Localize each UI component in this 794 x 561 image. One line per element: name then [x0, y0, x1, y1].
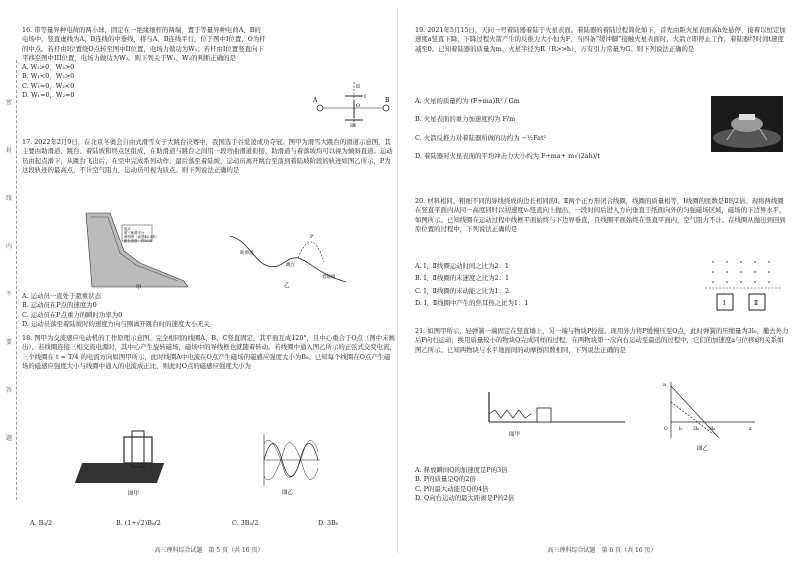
question-17-options — [22, 292, 396, 329]
option: B. 运动员在P点的速度为0 — [22, 301, 97, 310]
figure-caption: 图甲 — [128, 491, 140, 497]
question-19-options — [415, 97, 685, 161]
figure-caption: 乙 — [284, 283, 290, 289]
question-19 — [415, 26, 789, 54]
q21-figure-jia — [485, 386, 635, 440]
tick-label: 3l₀ — [709, 427, 716, 432]
binding-char: 要 — [5, 339, 12, 346]
legend-line: 跳台高度：约35米 — [124, 239, 153, 243]
legend-line: 裁判塔（高度46.9米） — [124, 235, 159, 239]
label: 助滑道 — [240, 251, 254, 256]
question-text: 20. 材料相同、粗细不同的导线绕成的边长相同的Ⅰ、Ⅱ两个正方形闭合线圈，线圈的质量相等，Ⅰ线圈的匝数是Ⅱ的2倍。现将两线圈在竖直平面内从同一高度同时以初速度v₀竖直向上抛出，一段时间后进入方向垂直于纸面向外的匀强磁场区域，磁场的下边界水平，如图所示。已知线圈在运动过程中线框平面始终与下边界垂直，且线圈平面始终在竖直平面内，空气阻力不计。在线圈从抛出到回到原位置的过程中，下列说法正确的是 — [415, 197, 786, 233]
legend-line: 第三助滑平台 — [124, 231, 145, 235]
binding-char: 答 — [5, 387, 12, 394]
q17-figure-yi — [228, 226, 348, 288]
q20-figure — [705, 256, 785, 316]
option: C. Ⅰ、Ⅱ线圈的末动能之比为1：2 — [415, 286, 510, 295]
page-footer: 高三理科综合试题 第 6 页（共 16 页） — [547, 546, 657, 554]
option: D. 3B₀ — [318, 519, 339, 527]
binding-char: 密 — [5, 99, 12, 106]
axis-label-a: a — [663, 382, 666, 388]
option: C. 运动员在P点重力的瞬时功率为0 — [22, 310, 123, 319]
label-a: A — [313, 97, 318, 104]
tick-label: l₀ — [679, 427, 683, 432]
option: B. Ⅰ、Ⅱ线圈的末速度之比为2：1 — [415, 274, 510, 283]
question-21 — [415, 327, 789, 355]
figure-caption: 图乙 — [697, 446, 709, 452]
label-o: O — [356, 103, 361, 109]
option: D. W₁=0，W₂=0 — [22, 91, 75, 100]
option: C. 3B₀/2 — [232, 519, 259, 527]
binding-char: 封 — [5, 147, 12, 154]
option: B. 火星表面的重力加速度约为 F/m — [415, 115, 516, 124]
option: D. Q向右运动的最大距离是P的2倍 — [415, 493, 515, 502]
question-17 — [22, 138, 396, 175]
binding-char: 内 — [5, 243, 12, 250]
label-ii: II — [356, 84, 360, 90]
figure-caption: 图乙 — [282, 490, 294, 496]
q17-figure-jia — [80, 205, 198, 291]
legend-line: 起点 — [124, 227, 131, 231]
coil-label: Ⅰ — [723, 300, 726, 307]
coil-label: Ⅱ — [754, 300, 759, 307]
option: C. P的最大动能是Q的4倍 — [415, 484, 489, 493]
figure-caption: 图甲 — [509, 432, 521, 438]
page-right — [415, 0, 789, 561]
label-iii: III — [350, 123, 356, 129]
option: B. P的质量是Q的2倍 — [415, 475, 476, 484]
q16-figure — [314, 78, 392, 128]
binding-char: 线 — [5, 195, 12, 202]
question-16 — [22, 26, 267, 100]
option: A. 释放瞬间Q的加速度是P的3倍 — [415, 466, 508, 474]
tick-label: 2l₀ — [693, 427, 700, 432]
option: B. (1+√2)B₀/2 — [116, 519, 161, 527]
option: C. W₁=0，W₂<0 — [22, 81, 75, 90]
option: A. 运动员一直处于超重状态 — [22, 292, 101, 300]
question-text: 19. 2021年5月15日，天问一号着陆器着陆于火星表面。着陆器的着陆过程简化如下，首先由距火星表面高h处悬停，接着以恒定加速度a竖直下降，下降过程火箭产生的反推力大小恒为F，当四条“缓冲脚”接触火星表面时，火箭立即停止工作，着陆器经时间t速度减至0。已知着陆器的质量为m，火星半径为R（R>>h），万有引力常量为G。则下列说法正确的是 — [415, 26, 786, 53]
figure-caption: 甲 — [136, 285, 142, 291]
page-left — [22, 0, 396, 561]
option: D. 运动员落至着陆坡时的速度方向与刚离开跳台时的速度大小无关 — [22, 319, 210, 328]
binding-margin — [2, 60, 17, 500]
option: C. 火箭反推力对着陆器所做的功约为 −½Fat² — [415, 133, 547, 142]
question-20 — [415, 197, 789, 234]
option: D. 着陆器对火星表面的平均冲击力大小约为 F+ma+ m√(2ah)/t — [415, 151, 600, 160]
option: D. Ⅰ、Ⅱ线圈中产生的焦耳热之比为1：1 — [415, 298, 529, 307]
q18-options — [22, 519, 396, 531]
page-footer: 高三理科综合试题 第 5 页（共 16 页） — [154, 546, 264, 554]
label: 跳台 — [286, 263, 295, 268]
question-20-options — [415, 262, 695, 308]
option: B. W₁<0，W₂>0 — [22, 72, 75, 81]
page-divider — [397, 8, 398, 553]
q18-figure-jia — [92, 425, 182, 497]
q18-figure-yi — [258, 430, 322, 496]
question-text: 17. 2022年2月9日，在北京冬奥会自由式滑雪女子大跳台决赛中，我国选手谷爱凌成功夺冠。图甲为滑雪大跳台的滑道示意图，其主要由助滑道、跳台、着陆坡和终点区组成，在助滑道与跳台之间用一段弯曲滑道衔接，助滑道与着落坡均可以视为倾斜直道。运动员由起点滑下，从跳台飞出后，在空中完成系列动作，最后落至着陆坡，运动员离开跳台至落到着陆坡阶段的轨迹如图乙所示，P为这段轨迹的最高点，不计空气阻力，运动员可视为质点。则下列说法正确的是 — [22, 138, 393, 174]
question-text: 21. 如图甲所示，轻弹簧一端固定在竖直墙上，另一端与物块P拴接。现用外力将P缓慢压至O点，此时弹簧的压缩量为3l₀，撤去外力后P向右运动；换用质量较小的物块Q完成同样的过程。在两物块第一次向右运动至最远的过程中，它们的加速度a与位移x的关系如图乙所示。已知两物块与水平地面间的动摩擦因数相同，下列说法正确的是 — [415, 327, 789, 354]
option: A. W₁>0，W₂>0 — [22, 63, 75, 72]
q21-figure-yi — [663, 378, 757, 456]
label-b: B — [385, 97, 390, 104]
question-text: 16. 带等量异种电荷的两小球，固定在一绝缘细杆的两端，置于等量异种电荷A、B的电场中，竖直虚线为A、B连线的中垂线，将与A、B连线平行，位于图中I位置，O为杆的中点。若杆由I位置绕O点转至图中II位置，电场力做功为W₁；若杆由I位置竖直向下平移至图中III位置，电场力做功为W₂。则下列关于W₁、W₂的判断正确的是 — [22, 26, 266, 62]
question-text: 18. 图甲为交流感应电动机的工作原理示意图。完全相同的线圈A、B、C竖直固定，其平面互成120°，且中心重合于O点（图中未画出）。若线圈连接三相交流电源时，其中心产生旋转磁场，磁场中的导线框也就随着转动。若线圈中通入图乙所示的正弦式交变电流，三个线圈在 t = T/4 的电流方向如图甲所示，此时线圈A中电流在O点产生磁场的磁感应强度大小为B₀。已知每个线圈在O点产生磁场的磁感应强度大小与线圈中通入的电流成正比，则此时O点的磁感应强度大小为 — [22, 334, 396, 370]
option: A. 火星的质量约为 (F+ma)R² / Gm — [415, 97, 520, 105]
axis-label-x: x — [749, 426, 752, 432]
axis-label-o: O — [664, 427, 668, 432]
q19-figure — [711, 96, 783, 152]
binding-char: 题 — [5, 435, 12, 442]
label-p: P — [310, 234, 314, 240]
option: A. Ⅰ、Ⅱ线圈运动时间之比为2：1 — [415, 262, 509, 270]
question-18 — [22, 334, 396, 371]
label-i: I — [364, 94, 366, 100]
binding-char: 不 — [5, 291, 12, 298]
label: 着陆坡 — [322, 275, 336, 280]
option: A. B₀/2 — [30, 519, 53, 527]
question-21-options — [415, 466, 789, 503]
